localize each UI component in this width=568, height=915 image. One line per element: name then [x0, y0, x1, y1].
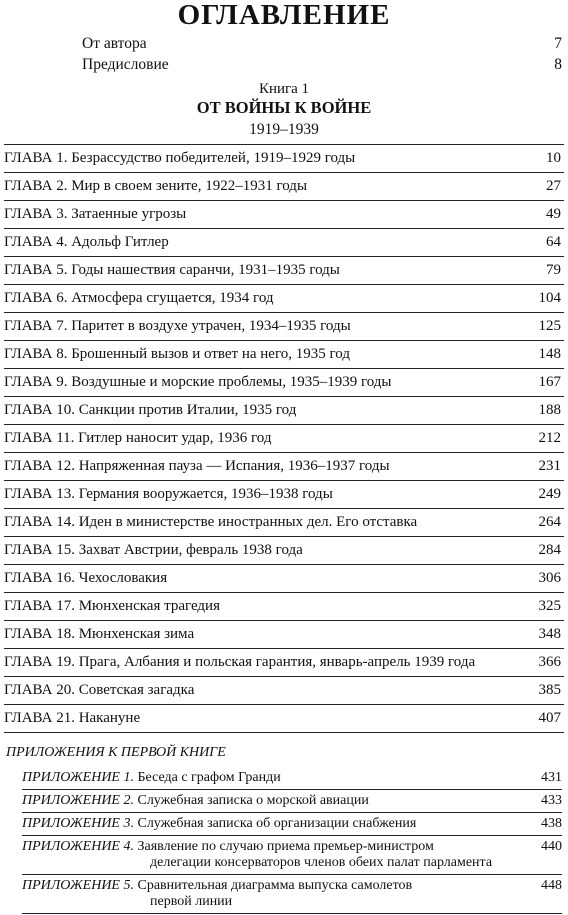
chapter-page: 231: [538, 458, 561, 474]
appendix-title: Сравнительная диаграмма выпуска самолетов: [137, 878, 413, 893]
appendix-title: Заявление по случаю приема премьер-министром: [137, 839, 434, 854]
appendix-list: [22, 767, 562, 914]
chapter-page: 104: [538, 290, 561, 306]
chapter-title: ГЛАВА 4. Адольф Гитлер: [4, 234, 169, 250]
appendix-row[interactable]: [22, 875, 562, 914]
front-matter-list: [82, 33, 562, 75]
chapter-page: 249: [538, 486, 561, 502]
chapter-title: ГЛАВА 6. Атмосфера сгущается, 1934 год: [4, 290, 274, 306]
appendix-page: 448: [541, 878, 562, 893]
chapter-page: 385: [538, 682, 561, 698]
appendix-entry: [22, 875, 412, 910]
chapter-title: ГЛАВА 16. Чехословакия: [4, 570, 168, 586]
chapter-page: 148: [538, 346, 561, 362]
chapter-list: [4, 144, 564, 733]
chapter-page: 284: [538, 542, 561, 558]
chapter-page: 188: [538, 402, 561, 418]
chapter-title: ГЛАВА 18. Мюнхенская зима: [4, 626, 195, 642]
chapter-row[interactable]: [4, 565, 564, 593]
book-number: Книга 1: [258, 81, 310, 97]
chapter-row[interactable]: [4, 369, 564, 397]
chapter-title: ГЛАВА 8. Брошенный вызов и ответ на него, 1935 год: [4, 346, 350, 362]
appendix-row[interactable]: [22, 767, 562, 790]
appendix-page: 440: [541, 839, 562, 854]
chapter-row[interactable]: [4, 593, 564, 621]
appendix-entry: [22, 767, 281, 786]
chapter-row[interactable]: [4, 453, 564, 481]
appendix-header: ПРИЛОЖЕНИЯ К ПЕРВОЙ КНИГЕ: [6, 745, 226, 760]
chapter-row[interactable]: [4, 649, 564, 677]
appendix-title: Служебная записка о морской авиации: [137, 793, 369, 808]
chapter-page: 10: [546, 150, 561, 166]
chapter-row[interactable]: [4, 313, 564, 341]
chapter-title: ГЛАВА 12. Напряженная пауза — Испания, 1936–1937 годы: [4, 458, 390, 474]
appendix-page: 438: [541, 816, 562, 831]
chapter-page: 348: [538, 626, 561, 642]
appendix-entry: [22, 836, 492, 871]
page-title: ОГЛАВЛЕНИЕ: [177, 0, 391, 31]
front-matter-label: Предисловие: [82, 56, 169, 73]
front-matter-label: От автора: [82, 35, 147, 52]
chapter-title: ГЛАВА 21. Накануне: [4, 710, 141, 726]
chapter-page: 27: [546, 178, 561, 194]
appendix-prefix: ПРИЛОЖЕНИЕ 5.: [22, 878, 134, 893]
appendix-prefix: ПРИЛОЖЕНИЕ 1.: [22, 770, 134, 785]
appendix-title: Служебная записка об организации снабжения: [137, 816, 417, 831]
chapter-title: ГЛАВА 13. Германия вооружается, 1936–1938 годы: [4, 486, 333, 502]
chapter-title: ГЛАВА 19. Прага, Албания и польская гарантия, январь-апрель 1939 года: [4, 654, 476, 670]
chapter-row[interactable]: [4, 481, 564, 509]
front-matter-item[interactable]: [82, 54, 562, 75]
appendix-row[interactable]: [22, 813, 562, 836]
chapter-row[interactable]: [4, 705, 564, 733]
chapter-row[interactable]: [4, 173, 564, 201]
appendix-page: 431: [541, 770, 562, 785]
chapter-page: 49: [546, 206, 561, 222]
chapter-page: 264: [538, 514, 561, 530]
chapter-page: 325: [538, 598, 561, 614]
appendix-prefix: ПРИЛОЖЕНИЕ 4.: [22, 839, 134, 854]
appendix-prefix: ПРИЛОЖЕНИЕ 3.: [22, 816, 134, 831]
chapter-page: 79: [546, 262, 561, 278]
chapter-row[interactable]: [4, 201, 564, 229]
chapter-title: ГЛАВА 17. Мюнхенская трагедия: [4, 598, 220, 614]
chapter-row[interactable]: [4, 425, 564, 453]
chapter-page: 407: [538, 710, 561, 726]
front-matter-page: 8: [554, 56, 562, 73]
appendix-prefix: ПРИЛОЖЕНИЕ 2.: [22, 793, 134, 808]
chapter-row[interactable]: [4, 145, 564, 173]
chapter-page: 125: [538, 318, 561, 334]
chapter-title: ГЛАВА 11. Гитлер наносит удар, 1936 год: [4, 430, 272, 446]
chapter-row[interactable]: [4, 229, 564, 257]
chapter-title: ГЛАВА 3. Затаенные угрозы: [4, 206, 187, 222]
appendix-entry: [22, 790, 369, 809]
chapter-title: ГЛАВА 5. Годы нашествия саранчи, 1931–1935 годы: [4, 262, 340, 278]
appendix-title-continued: делегации консерваторов членов обеих палат парламента: [150, 855, 493, 870]
chapter-page: 306: [538, 570, 561, 586]
chapter-title: ГЛАВА 1. Безрассудство победителей, 1919–1929 годы: [4, 150, 356, 166]
appendix-row[interactable]: [22, 836, 562, 875]
appendix-entry: [22, 813, 416, 832]
chapter-row[interactable]: [4, 397, 564, 425]
book-title: ОТ ВОЙНЫ К ВОЙНЕ: [196, 98, 372, 117]
chapter-row[interactable]: [4, 285, 564, 313]
chapter-title: ГЛАВА 2. Мир в своем зените, 1922–1931 годы: [4, 178, 308, 194]
chapter-title: ГЛАВА 14. Иден в министерстве иностранных дел. Его отставка: [4, 514, 418, 530]
book-years: 1919–1939: [249, 121, 319, 138]
chapter-row[interactable]: [4, 621, 564, 649]
chapter-title: ГЛАВА 7. Паритет в воздухе утрачен, 1934–1935 годы: [4, 318, 351, 334]
chapter-page: 212: [538, 430, 561, 446]
chapter-row[interactable]: [4, 257, 564, 285]
chapter-page: 167: [538, 374, 561, 390]
front-matter-item[interactable]: [82, 33, 562, 54]
chapter-page: 64: [546, 234, 561, 250]
chapter-title: ГЛАВА 9. Воздушные и морские проблемы, 1935–1939 годы: [4, 374, 392, 390]
chapter-title: ГЛАВА 15. Захват Австрии, февраль 1938 года: [4, 542, 303, 558]
chapter-row[interactable]: [4, 341, 564, 369]
appendix-page: 433: [541, 793, 562, 808]
chapter-row[interactable]: [4, 677, 564, 705]
appendix-title-continued: первой линии: [150, 894, 233, 909]
chapter-page: 366: [538, 654, 561, 670]
chapter-row[interactable]: [4, 509, 564, 537]
front-matter-page: 7: [554, 35, 562, 52]
chapter-title: ГЛАВА 20. Советская загадка: [4, 682, 195, 698]
appendix-title: Беседа с графом Гранди: [137, 770, 281, 785]
chapter-title: ГЛАВА 10. Санкции против Италии, 1935 год: [4, 402, 297, 418]
chapter-row[interactable]: [4, 537, 564, 565]
appendix-row[interactable]: [22, 790, 562, 813]
